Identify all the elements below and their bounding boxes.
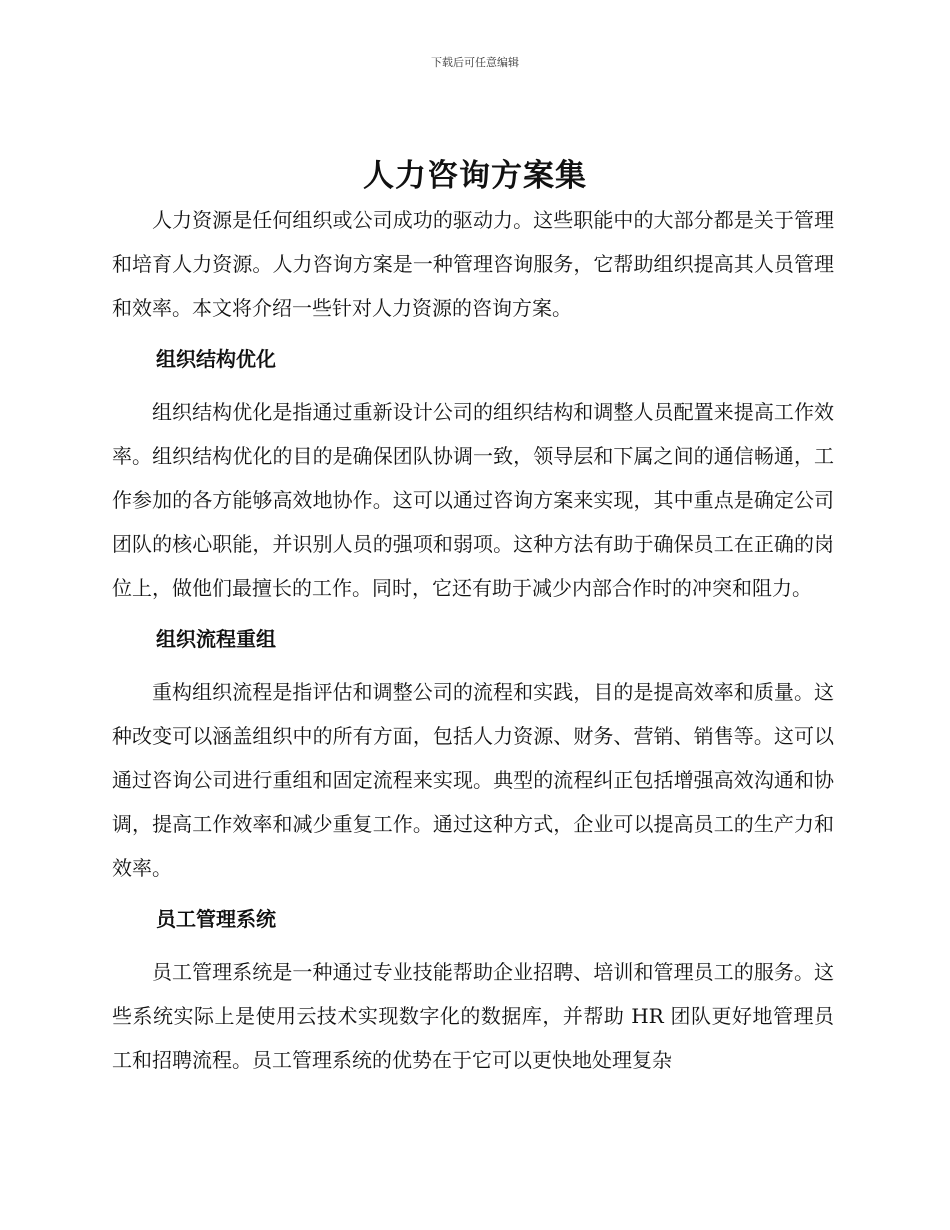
section-org-structure bbox=[112, 336, 834, 610]
document-body bbox=[112, 198, 834, 1082]
section-heading: 组织流程重组 bbox=[156, 627, 276, 651]
section-employee-system bbox=[112, 896, 834, 1082]
section-paragraph: 重构组织流程是指评估和调整公司的流程和实践，目的是提高效率和质量。这种改变可以涵盖组织中的所有方面，包括人力资源、财务、营销、销售等。这可以通过咨询公司进行重组和固定流程来实现。典型的流程纠正包括增强高效沟通和协调，提高工作效率和减少重复工作。通过这种方式，企业可以提高员工的生产力和效率。 bbox=[112, 680, 834, 880]
intro-paragraph: 人力资源是任何组织或公司成功的驱动力。这些职能中的大部分都是关于管理和培育人力资源。人力咨询方案是一种管理咨询服务，它帮助组织提高其人员管理和效率。本文将介绍一些针对人力资源的咨询方案。 bbox=[112, 208, 834, 320]
section-paragraph: 组织结构优化是指通过重新设计公司的组织结构和调整人员配置来提高工作效率。组织结构优化的目的是确保团队协调一致，领导层和下属之间的通信畅通，工作参加的各方能够高效地协作。这可以通过咨询方案来实现，其中重点是确定公司团队的核心职能，并识别人员的强项和弱项。这种方法有助于确保员工在正确的岗位上，做他们最擅长的工作。同时，它还有助于减少内部合作时的冲突和阻力。 bbox=[112, 400, 834, 600]
document-title: 人力咨询方案集 bbox=[363, 158, 587, 194]
section-process-reorg bbox=[112, 616, 834, 890]
section-heading: 组织结构优化 bbox=[156, 347, 276, 371]
page-header: 下载后可任意编辑 bbox=[431, 56, 519, 69]
section-heading: 员工管理系统 bbox=[156, 907, 276, 931]
section-paragraph: 员工管理系统是一种通过专业技能帮助企业招聘、培训和管理员工的服务。这些系统实际上是使用云技术实现数字化的数据库，并帮助 HR 团队更好地管理员工和招聘流程。员工管理系统的优势在于它可以更快地处理复杂 bbox=[112, 960, 834, 1072]
